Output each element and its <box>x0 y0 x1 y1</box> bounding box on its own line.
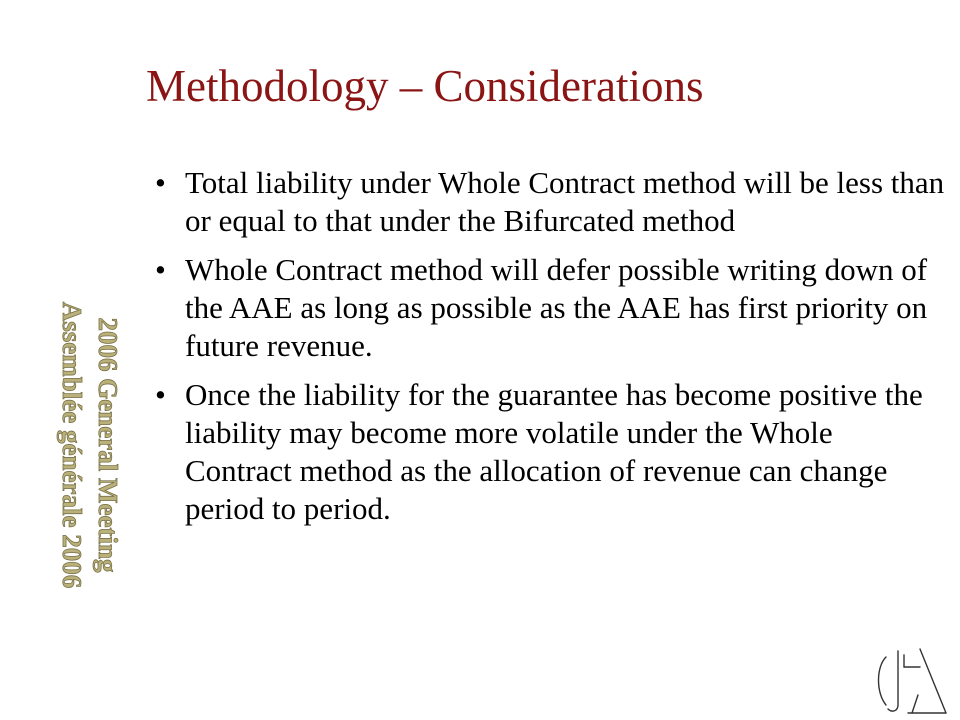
bullet-item <box>155 164 945 240</box>
bullet-item <box>155 376 945 528</box>
bullet-list <box>155 164 945 539</box>
bullet-marker: • <box>155 377 166 412</box>
cia-logo-icon <box>868 645 948 715</box>
bullet-marker: • <box>155 252 166 287</box>
side-banner <box>30 285 140 605</box>
bullet-text: Once the liability for the guarantee has become positive the liability may become more volatile under the Whole Contract method as the allocation of revenue can change period to period. <box>185 377 923 526</box>
slide-title: Methodology – Considerations <box>146 61 704 111</box>
bullet-text: Total liability under Whole Contract method will be less than or equal to that under the Bifurcated method <box>185 165 945 238</box>
banner-line-1: 2006 General Meeting <box>93 317 123 573</box>
bullet-marker: • <box>155 165 166 200</box>
bullet-text: Whole Contract method will defer possible writing down of the AAE as long as possible as the AAE has first priority on future revenue. <box>185 252 928 363</box>
bullet-item <box>155 251 945 365</box>
banner-line-2: Assemblée générale 2006 <box>57 301 87 589</box>
